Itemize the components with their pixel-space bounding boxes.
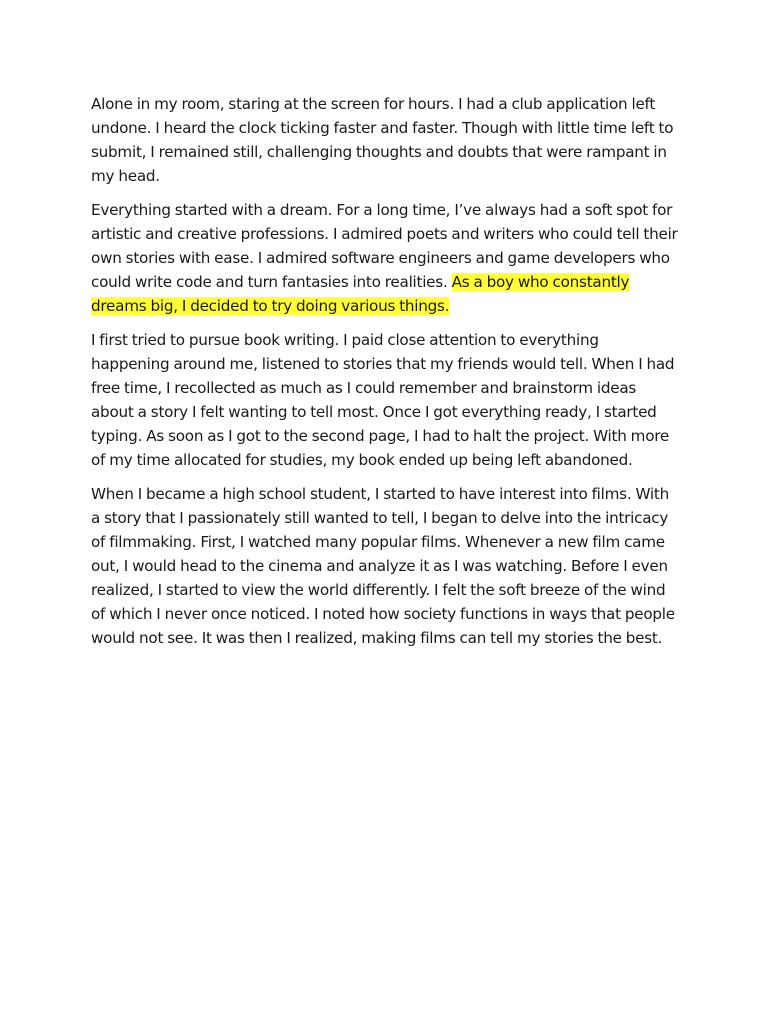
paragraph-1	[91, 92, 679, 188]
paragraph-1-text: Alone in my room, staring at the screen for hours. I had a club application left undone. I heard the clock ticking faster and faster. Though with little time left to submit, I remained still, challenging thoughts and doubts that were rampant in my head.	[91, 95, 674, 185]
paragraph-4	[91, 482, 679, 650]
highlighted-sentence: As a boy who constantly dreams big, I decided to try doing various things.	[91, 273, 630, 315]
document-body	[91, 92, 679, 660]
paragraph-2	[91, 198, 679, 318]
paragraph-3	[91, 328, 679, 472]
paragraph-3-text: I first tried to pursue book writing. I paid close attention to everything happening around me, listened to stories that my friends would tell. When I had free time, I recollected as much as I could remember and brainstorm ideas about a story I felt wanting to tell most. Once I got everything ready, I started typing. As soon as I got to the second page, I had to halt the project. With more of my time allocated for studies, my book ended up being left abandoned.	[91, 331, 675, 469]
paragraph-2-text: Everything started with a dream. For a long time, I’ve always had a soft spot for artistic and creative professions. I admired poets and writers who could tell their own stories with ease. I admired software engineers and game developers who could write code and turn fantasies into realities.	[91, 201, 678, 291]
paragraph-4-text: When I became a high school student, I started to have interest into films. With a story that I passionately still wanted to tell, I began to delve into the intricacy of filmmaking. First, I watched many popular films. Whenever a new film came out, I would head to the cinema and analyze it as I was watching. Before I even realized, I started to view the world differently. I felt the soft breeze of the wind of which I never once noticed. I noted how society functions in ways that people would not see. It was then I realized, making films can tell my stories the best.	[91, 485, 675, 647]
